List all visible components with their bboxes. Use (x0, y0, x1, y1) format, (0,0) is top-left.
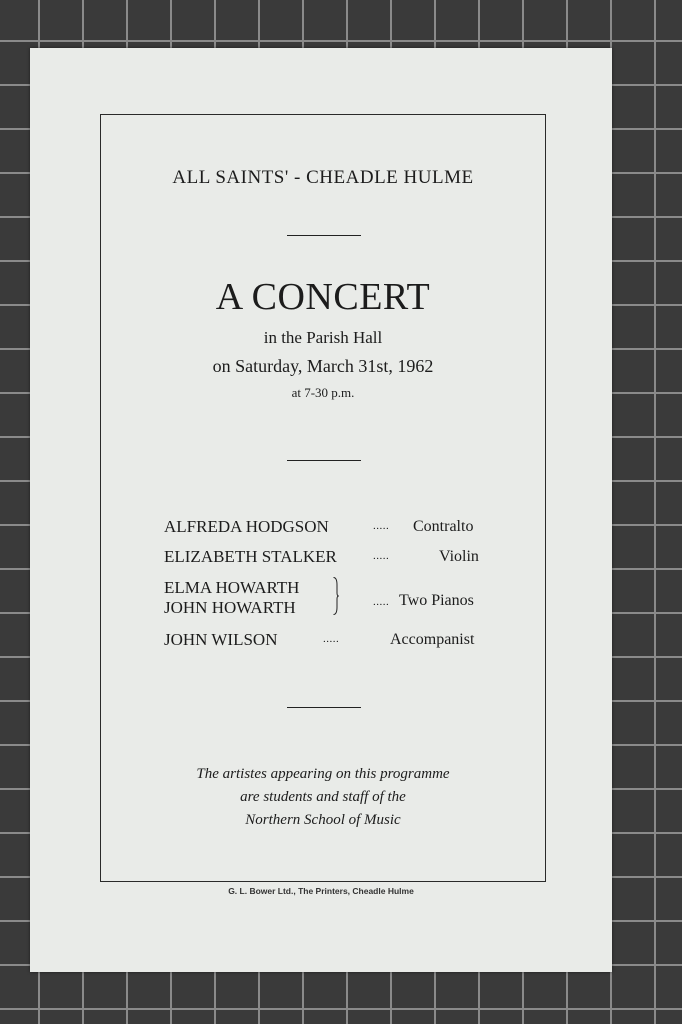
printer-credit: G. L. Bower Ltd., The Printers, Cheadle Hulme (228, 886, 414, 896)
grouping-brace (333, 577, 339, 615)
divider-rule (287, 235, 361, 236)
note-line: Northern School of Music (245, 812, 401, 828)
performer-role: Accompanist (390, 631, 475, 648)
performer-name: ELMA HOWARTH (164, 578, 300, 597)
leader-dots: ..... (323, 633, 340, 645)
date-line: on Saturday, March 31st, 1962 (212, 356, 434, 376)
time-line: at 7-30 p.m. (291, 385, 355, 400)
performer-name: JOHN WILSON (164, 630, 278, 649)
leader-dots: ..... (373, 550, 390, 562)
performer-role: Violin (439, 548, 479, 565)
performer-name: ALFREDA HODGSON (164, 517, 329, 536)
note-line: are students and staff of the (240, 789, 406, 805)
concert-title: A CONCERT (215, 276, 431, 318)
note-line: The artistes appearing on this programme (196, 766, 450, 782)
parish-heading: ALL SAINTS' - CHEADLE HULME (172, 167, 474, 188)
venue-line: in the Parish Hall (263, 328, 383, 347)
divider-rule (287, 460, 361, 461)
performer-name: JOHN HOWARTH (164, 598, 296, 617)
divider-rule (287, 707, 361, 708)
leader-dots: ..... (373, 520, 390, 532)
performer-name: ELIZABETH STALKER (164, 547, 337, 566)
performer-role: Contralto (413, 518, 474, 535)
performer-role: Two Pianos (399, 592, 474, 609)
leader-dots: ..... (373, 596, 390, 608)
programme-border (100, 114, 546, 882)
concert-programme-sheet (30, 48, 612, 972)
